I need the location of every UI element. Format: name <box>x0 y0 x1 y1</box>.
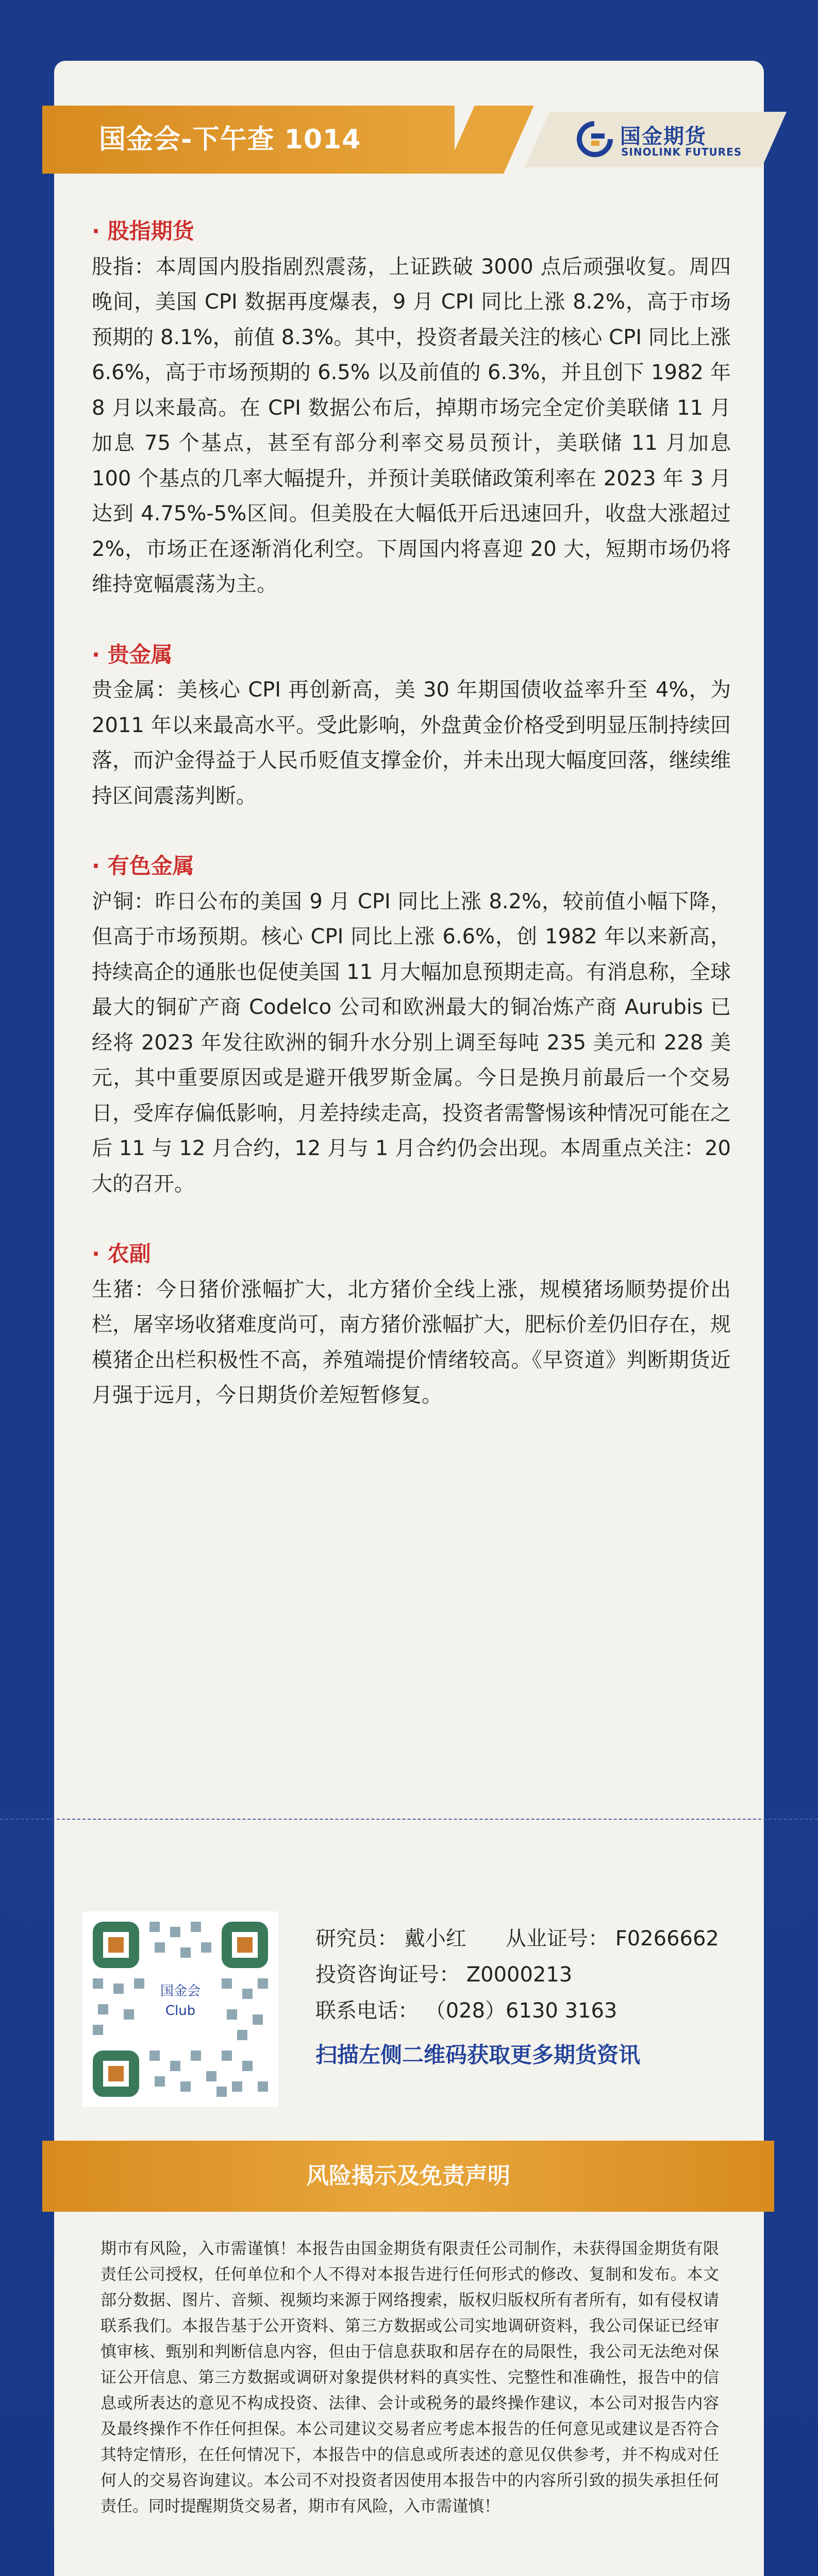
sinolink-logo-icon <box>576 120 614 158</box>
scan-hint: 扫描左侧二维码获取更多期货资讯 <box>315 2042 641 2067</box>
logo-chinese: 国金期货 <box>620 125 707 148</box>
qr-label-line1: 国金会 <box>160 1984 201 1999</box>
researcher-line: 研究员： 戴小红 从业证号： F0266662 <box>315 1927 719 1951</box>
section-body: 沪铜：昨日公布的美国 9 月 CPI 同比上涨 8.2%，较前值小幅下降，但高于市场预期。核心 CPI 同比上涨 6.6%，创 1982 年以来新高，持续高企的通胀也促使美国 11 月大幅加息预期走高。有消息称，全球最大的铜矿产商 Codelco 公司和欧洲最大的铜冶炼产商 Aurubis 已经将 2023 年发往欧洲的铜升水分别上调至每吨 235 美元和 228 美元，其中重要原因或是避开俄罗斯金属。今日是换月前最后一个交易日，受库存偏低影响，月差持续走高，投资者需警惕该种情况可能在之后 11 与 12 月合约，12 月与 1 月合约仍会出现。本周重点关注：20 大的召开。 <box>92 889 731 1196</box>
brand-logo <box>576 117 792 163</box>
section-title: · 有色金属 <box>92 853 194 878</box>
qr-code[interactable] <box>82 1911 278 2107</box>
phone-line: 联系电话： （028）6130 3163 <box>315 1999 617 2023</box>
qr-label-line2: Club <box>165 2003 196 2019</box>
dashed-divider <box>0 1819 818 1820</box>
advisory-cert-line: 投资咨询证号： Z0000213 <box>315 1963 573 1987</box>
contact-info <box>315 1921 748 2073</box>
logo-english: SINOLINK FUTURES <box>621 146 742 158</box>
disclaimer-text: 期市有风险，入市需谨慎！本报告由国金期货有限责任公司制作，未获得国金期货有限责任公司授权，任何单位和个人不得对本报告进行任何形式的修改、复制和发布。本文部分数据、图片、音频、视频均来源于网络搜索，版权归版权所有者所有，如有侵权请联系我们。本报告基于公开资料、第三方数据或公司实地调研资料，我公司保证已经审慎审核、甄别和判断信息内容，但由于信息获取和居存在的局限性，我公司无法绝对保证公开信息、第三方数据或调研对象提供材料的真实性、完整性和准确性，报告中的信息或所表达的意见不构成投资、法律、会计或税务的最终操作建议，本公司对报告内容及最终操作不作任何担保。本公司建议交易者应考虑本报告的任何意见或建议是否符合其特定情形，在任何情况下，本报告中的信息或所表述的意见仅供参考，并不构成对任何人的交易咨询建议。本公司不对投资者因使用本报告中的内容所引致的损失承担任何责任。同时提醒期货交易者，期市有风险，入市需谨慎！ <box>101 2240 719 2516</box>
qr-center-label <box>152 1978 209 2043</box>
section-stock-index <box>92 214 731 602</box>
page-title: 国金会-下午查 1014 <box>99 124 361 155</box>
report-content <box>92 214 731 1413</box>
section-title: · 贵金属 <box>92 641 173 667</box>
section-title: · 股指期货 <box>92 218 194 244</box>
risk-disclosure-banner: 风险揭示及免责声明 <box>42 2141 774 2212</box>
section-body: 贵金属：美核心 CPI 再创新高，美 30 年期国债收益率升至 4%，为 2011 年以来最高水平。受此影响，外盘黄金价格受到明显压制持续回落，而沪金得益于人民币贬值支撑金价，并未出现大幅度回落，继续维持区间震荡判断。 <box>92 678 731 808</box>
header-banner <box>42 106 774 174</box>
section-precious-metals <box>92 637 731 814</box>
section-agriculture <box>92 1236 731 1413</box>
section-body: 股指：本周国内股指剧烈震荡，上证跌破 3000 点后顽强收复。周四晚间，美国 CPI 数据再度爆表，9 月 CPI 同比上涨 8.2%，高于市场预期的 8.1%，前值 8.3%。其中，投资者最关注的核心 CPI 同比上涨 6.6%，高于市场预期的 6.5% 以及前值的 6.3%，并且创下 1982 年 8 月以来最高。在 CPI 数据公布后，掉期市场完全定价美联储 11 月加息 75 个基点，甚至有部分利率交易员预计，美联储 11 月加息 100 个基点的几率大幅提升，并预计美联储政策利率在 2023 年 3 月达到 4.75%-5%区间。但美股在大幅低开后迅速回升，收盘大涨超过 2%，市场正在逐渐消化利空。下周国内将喜迎 20 大，短期市场仍将维持宽幅震荡为主。 <box>92 255 731 596</box>
section-body: 生猪：今日猪价涨幅扩大，北方猪价全线上涨，规模猪场顺势提价出栏，屠宰场收猪难度尚可，南方猪价涨幅扩大，肥标价差仍旧存在，规模猪企出栏积极性不高，养殖端提价情绪较高。《早资道》判断期货近月强于远月，今日期货价差短暂修复。 <box>92 1277 731 1407</box>
section-title: · 农副 <box>92 1241 151 1266</box>
section-nonferrous-metals <box>92 849 731 1201</box>
